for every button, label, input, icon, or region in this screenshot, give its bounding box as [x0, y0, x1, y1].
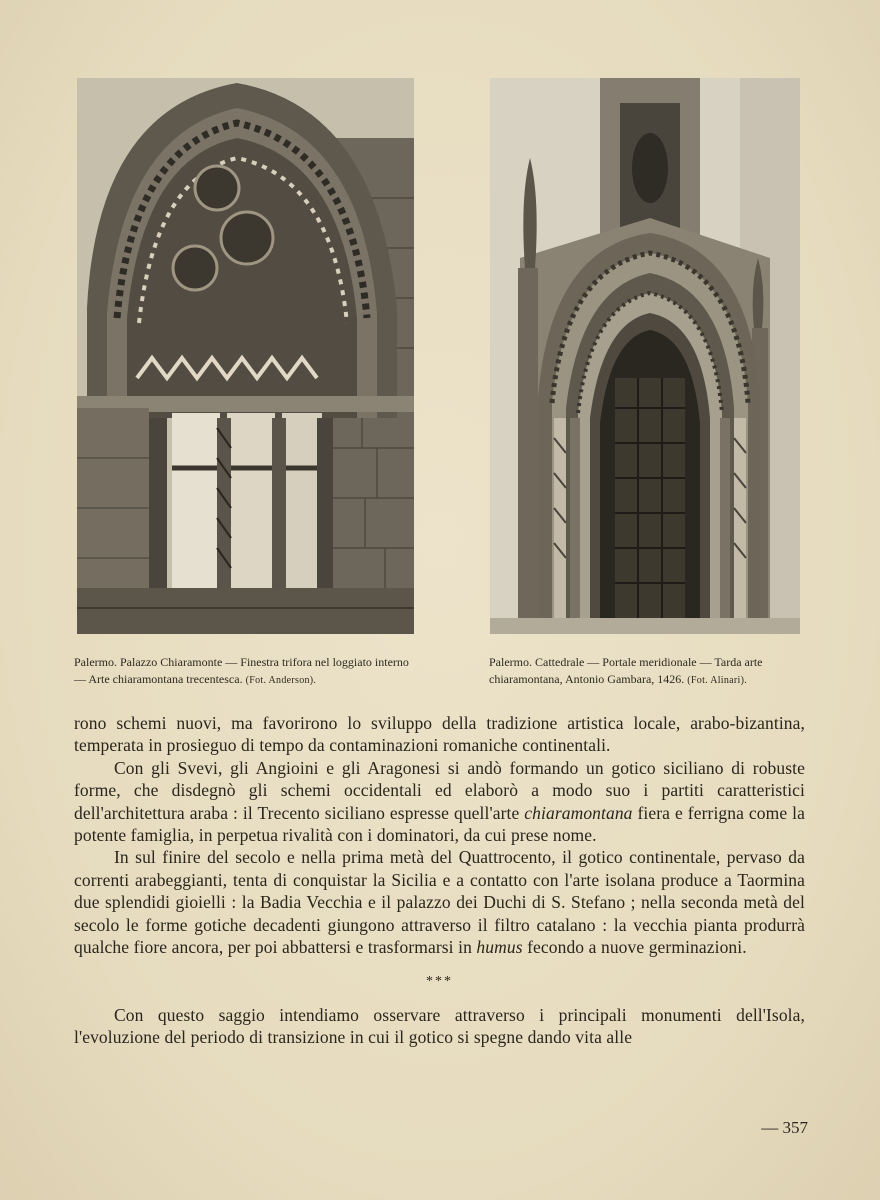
photo-cathedral-portal — [490, 78, 800, 634]
paragraph-3: In sul finire del secolo e nella prima metà del Quattrocento, il gotico continentale, pervaso da correnti arabeggianti, tenta di conquistar la Sicilia e a contatto con l'arte isolana produce a Taormina due splendidi gioielli : la Badia Vecchia e il palazzo dei Duchi di S. Stefano ; nella seconda metà del secolo le forme gotiche decadenti giungono attraverso il filtro catalano : la vecchia pianta produrrà qualche fiore ancora, per poi abbattersi e trasformarsi in humus fecondo a nuove germinazioni. — [74, 847, 805, 958]
trifora-illustration — [77, 78, 414, 634]
emphasis-chiaramontana: chiaramontana — [524, 802, 633, 823]
figure-caption-left — [74, 654, 420, 689]
photo-credit: (Fot. Anderson). — [245, 675, 317, 686]
caption-text: Palermo. Palazzo Chiaramonte — Finestra trifora nel loggiato interno — Arte chiaramontana trecentesca. — [74, 655, 409, 686]
caption-text: Palermo. Cattedrale — Portale meridionale — Tarda arte chiaramontana, Antonio Gambara, 1426. — [489, 655, 763, 686]
paragraph-4: Con questo saggio intendiamo osservare attraverso i principali monumenti dell'Isola, l'evoluzione del periodo di transizione in cui il gotico si spegne dando vita alle — [74, 1004, 805, 1048]
photo-trifora-window — [77, 78, 414, 634]
portal-illustration — [490, 78, 800, 634]
paragraph-2: Con gli Svevi, gli Angioini e gli Aragonesi si andò formando un gotico siciliano di robuste forme, che disdegnò gli schemi occidentali ed elaborò a modo suo i partiti caratteristici dell'architettura araba : il Trecento siciliano espresse quell'arte chiaramontana fiera e ferrigna come la potente famiglia, in perpetua rivalità con i dominatori, da cui prese nome. — [74, 757, 805, 846]
body-text — [74, 712, 805, 1049]
photo-credit: (Fot. Alinari). — [687, 675, 748, 686]
page-number: — 357 — [761, 1118, 808, 1137]
section-separator: *** — [426, 974, 453, 990]
figure-caption-right — [489, 654, 809, 689]
paragraph-1: rono schemi nuovi, ma favorirono lo sviluppo della tradizione artistica locale, arabo-bizantina, temperata in prosieguo di tempo da contaminazioni romaniche continentali. — [74, 713, 805, 756]
emphasis-humus: humus — [476, 937, 523, 958]
